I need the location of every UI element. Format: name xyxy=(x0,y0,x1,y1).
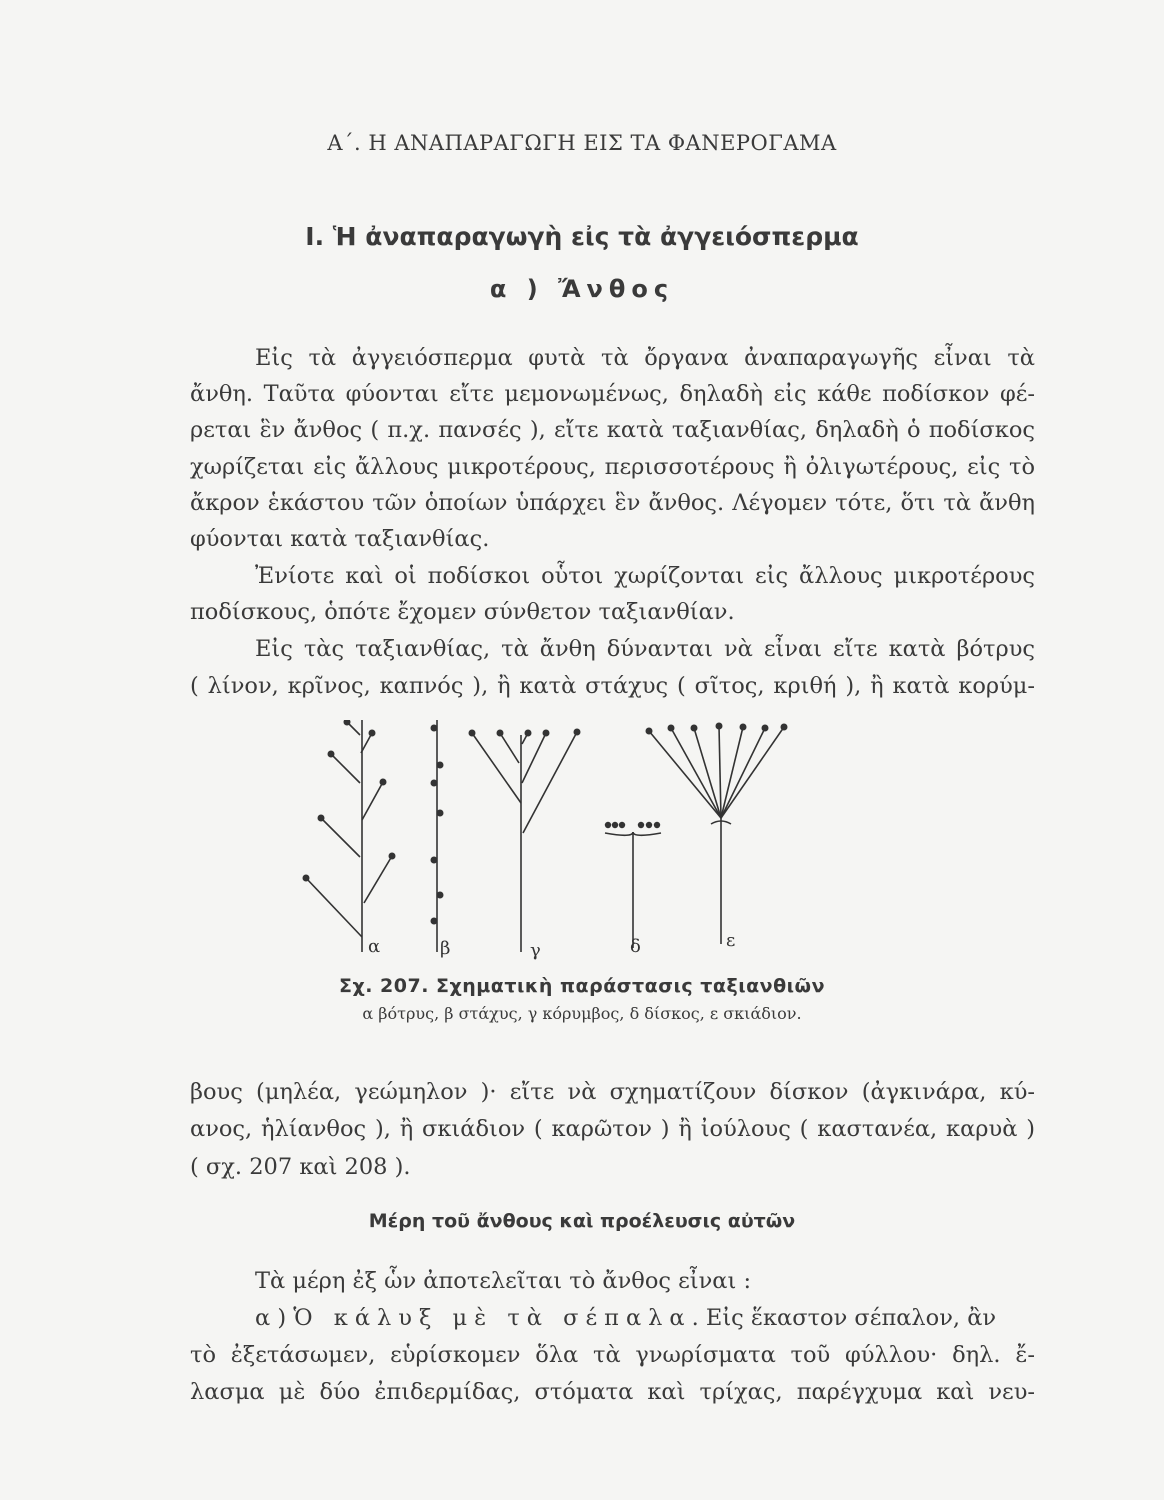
figure-label-epsilon: ε xyxy=(726,930,736,951)
corymb-diagram xyxy=(469,729,581,961)
disc-diagram xyxy=(605,822,661,957)
umbel-diagram xyxy=(646,723,788,952)
parts-heading: Μέρη τοῦ ἄνθους καὶ προέλευσις αὐτῶν xyxy=(368,1210,796,1232)
calyx-prefix: α ) xyxy=(255,1305,294,1331)
paragraph-line: ( σχ. 207 καὶ 208 ). xyxy=(190,1154,411,1180)
paragraph-line: βους (μηλέα, γεώμηλον )· εἴτε νὰ σχηματίζουν δίσκον (ἀγκινάρα, κύ- xyxy=(190,1079,1035,1105)
paragraph-line: Εἰς τὰς ταξιανθίας, τὰ ἄνθη δύνανται νὰ εἶναι εἴτε κατὰ βότρυς xyxy=(255,636,1035,662)
calyx-line xyxy=(255,1303,1035,1333)
raceme-diagram xyxy=(303,720,396,957)
paragraph-line: ρεται ἓν ἄνθος ( π.χ. πανσές ), εἴτε κατὰ ταξιανθίας, δηλαδὴ ὁ ποδίσκος xyxy=(190,417,1035,443)
paragraph-line: φύονται κατὰ ταξιανθίας. xyxy=(190,526,490,552)
paragraph-line: ἄκρον ἑκάστου τῶν ὁποίων ὑπάρχει ἓν ἄνθος. Λέγομεν τότε, ὅτι τὰ ἄνθη xyxy=(190,490,1035,516)
paragraph-line: Ἐνίοτε καὶ οἱ ποδίσκοι οὗτοι χωρίζονται εἰς ἄλλους μικροτέρους xyxy=(255,563,1035,589)
paragraph-line: ( λίνον, κρῖνος, καπνός ), ἢ κατὰ στάχυς ( σῖτος, κριθή ), ἢ κατὰ κορύμ- xyxy=(190,673,1035,699)
figure-label-gamma: γ xyxy=(530,940,541,960)
figure-label-beta: β xyxy=(440,938,451,959)
parts-intro: Τὰ μέρη ἐξ ὧν ἀποτελεῖται τὸ ἄνθος εἶναι : xyxy=(255,1268,752,1294)
inflorescence-figure xyxy=(290,720,930,960)
subsection-title: α ) Ἄνθος xyxy=(489,275,675,303)
figure-label-alpha: α xyxy=(368,936,381,957)
figure-caption: Σχ. 207. Σχηματικὴ παράστασις ταξιανθιῶν xyxy=(338,975,826,997)
paragraph-line: Εἰς τὰ ἀγγειόσπερμα φυτὰ τὰ ὄργανα ἀναπαραγωγῆς εἶναι τὰ xyxy=(255,345,1035,371)
calyx-term: Ὁ κάλυξ μὲ τὰ σέπαλα xyxy=(293,1305,692,1331)
paragraph-line: τὸ ἐξετάσωμεν, εὑρίσκομεν ὅλα τὰ γνωρίσματα τοῦ φύλλου· δηλ. ἔ- xyxy=(190,1342,1035,1368)
paragraph-line: ἄνθη. Ταῦτα φύονται εἴτε μεμονωμένως, δηλαδὴ εἰς κάθε ποδίσκον φέ- xyxy=(190,381,1035,407)
paragraph-line: ποδίσκους, ὁπότε ἔχομεν σύνθετον ταξιανθίαν. xyxy=(190,599,735,625)
figure-label-delta: δ xyxy=(630,936,641,957)
chapter-title: Α΄. Η ΑΝΑΠΑΡΑΓΩΓΗ ΕΙΣ ΤΑ ΦΑΝΕΡΟΓΑΜΑ xyxy=(327,131,837,155)
figure-legend: α βότρυς, β στάχυς, γ κόρυμβος, δ δίσκος, ε σκιάδιον. xyxy=(362,1004,802,1023)
paragraph-line: ανος, ἡλίανθος ), ἢ σκιάδιον ( καρῶτον ) ἢ ἰούλους ( καστανέα, καρυὰ ) xyxy=(190,1116,1035,1142)
spike-diagram xyxy=(431,720,451,959)
paragraph-line: χωρίζεται εἰς ἄλλους μικροτέρους, περισσοτέρους ἢ ὀλιγωτέρους, εἰς τὸ xyxy=(190,454,1035,480)
paragraph-line: λασμα μὲ δύο ἐπιδερμίδας, στόματα καὶ τρίχας, παρέγχυμα καὶ νευ- xyxy=(190,1379,1035,1405)
section-title: I. Ἡ ἀναπαραγωγὴ εἰς τὰ ἀγγειόσπερμα xyxy=(305,222,859,251)
calyx-rest: . Εἰς ἕκαστον σέπαλον, ἂν xyxy=(691,1305,997,1331)
